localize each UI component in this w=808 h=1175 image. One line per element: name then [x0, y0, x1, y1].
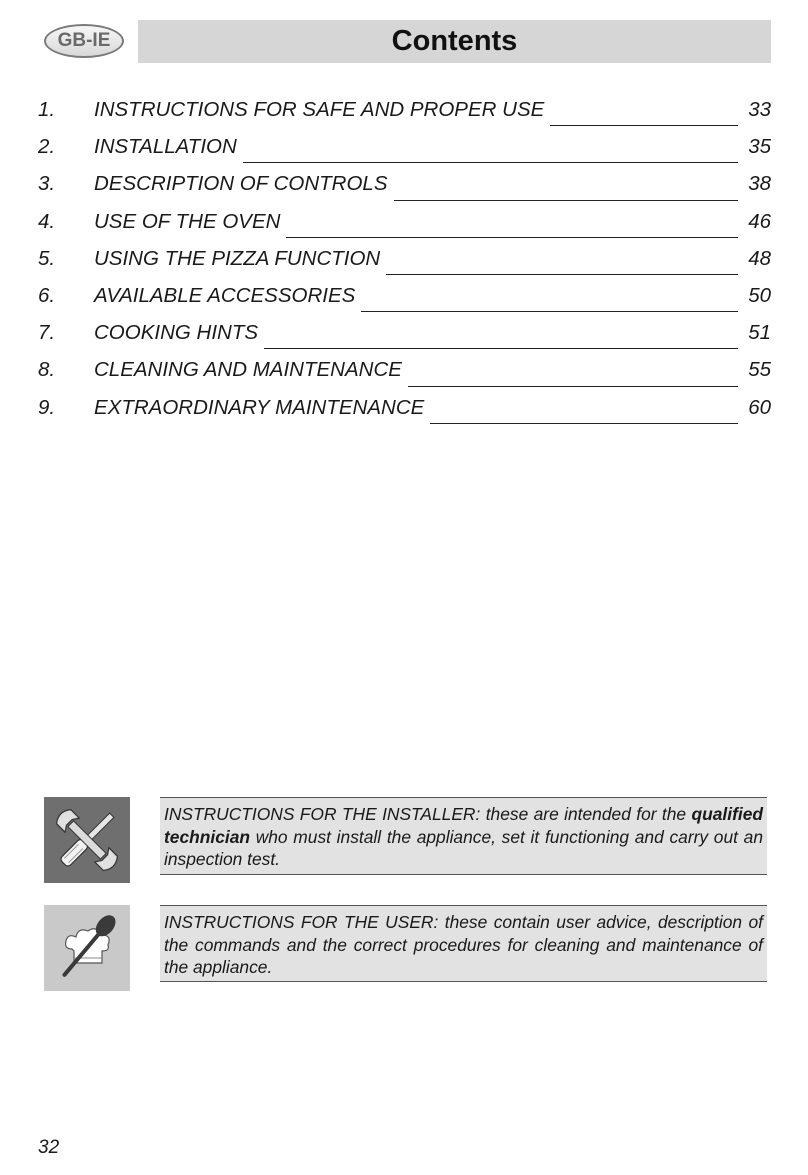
toc-number: 4. — [38, 209, 56, 233]
table-of-contents — [38, 98, 771, 433]
toc-title: EXTRAORDINARY MAINTENANCE — [94, 395, 425, 419]
toc-page-number: 60 — [748, 395, 771, 419]
page-title: Contents — [391, 25, 518, 57]
language-badge: GB-IE — [44, 24, 124, 58]
toc-entry — [38, 172, 771, 209]
toc-number: 1. — [38, 98, 56, 121]
toc-entry — [38, 210, 771, 247]
toc-number: 2. — [38, 135, 56, 159]
wrench-screwdriver-icon — [44, 797, 130, 883]
toc-leader-line — [243, 162, 738, 163]
toc-entry — [38, 284, 771, 321]
user-note: INSTRUCTIONS FOR THE USER: these contain user advice, description of the commands and the correct procedures for cleaning and maintenance of the appliance. — [160, 905, 767, 982]
toc-leader-line — [430, 423, 738, 424]
toc-title: AVAILABLE ACCESSORIES — [94, 283, 356, 307]
toc-page-number: 33 — [748, 98, 771, 121]
toc-leader-line — [408, 386, 738, 387]
toc-number: 7. — [38, 321, 56, 345]
toc-leader-line — [361, 311, 738, 312]
toc-number: 5. — [38, 246, 56, 270]
spoon-chef-hat-icon — [44, 905, 130, 991]
header-bar — [138, 20, 771, 63]
toc-number: 9. — [38, 395, 56, 419]
toc-leader-line — [550, 125, 738, 126]
toc-number: 6. — [38, 283, 56, 307]
toc-page-number: 35 — [748, 135, 771, 159]
toc-page-number: 38 — [748, 172, 771, 196]
toc-title: INSTRUCTIONS FOR SAFE AND PROPER USE — [94, 98, 545, 121]
toc-entry — [38, 321, 771, 358]
page-number: 32 — [38, 1137, 60, 1158]
toc-page-number: 46 — [748, 209, 771, 233]
toc-page-number: 51 — [748, 321, 771, 345]
toc-leader-line — [386, 274, 738, 275]
toc-number: 8. — [38, 358, 56, 382]
toc-entry — [38, 135, 771, 172]
toc-title: USING THE PIZZA FUNCTION — [94, 246, 381, 270]
toc-page-number: 55 — [748, 358, 771, 382]
toc-leader-line — [286, 237, 738, 238]
toc-title: DESCRIPTION OF CONTROLS — [94, 172, 388, 196]
toc-title: INSTALLATION — [94, 135, 237, 159]
toc-entry — [38, 98, 771, 135]
toc-entry — [38, 358, 771, 395]
installer-note: INSTRUCTIONS FOR THE INSTALLER: these are intended for the qualified technician who must install the appliance, set it functioning and carry out an inspection test. — [160, 797, 767, 875]
toc-page-number: 50 — [748, 283, 771, 307]
toc-number: 3. — [38, 172, 56, 196]
toc-entry — [38, 247, 771, 284]
toc-leader-line — [264, 348, 738, 349]
toc-title: COOKING HINTS — [94, 321, 259, 345]
toc-leader-line — [394, 200, 739, 201]
toc-title: USE OF THE OVEN — [94, 209, 281, 233]
toc-page-number: 48 — [748, 246, 771, 270]
toc-entry — [38, 396, 771, 433]
toc-title: CLEANING AND MAINTENANCE — [94, 358, 402, 382]
